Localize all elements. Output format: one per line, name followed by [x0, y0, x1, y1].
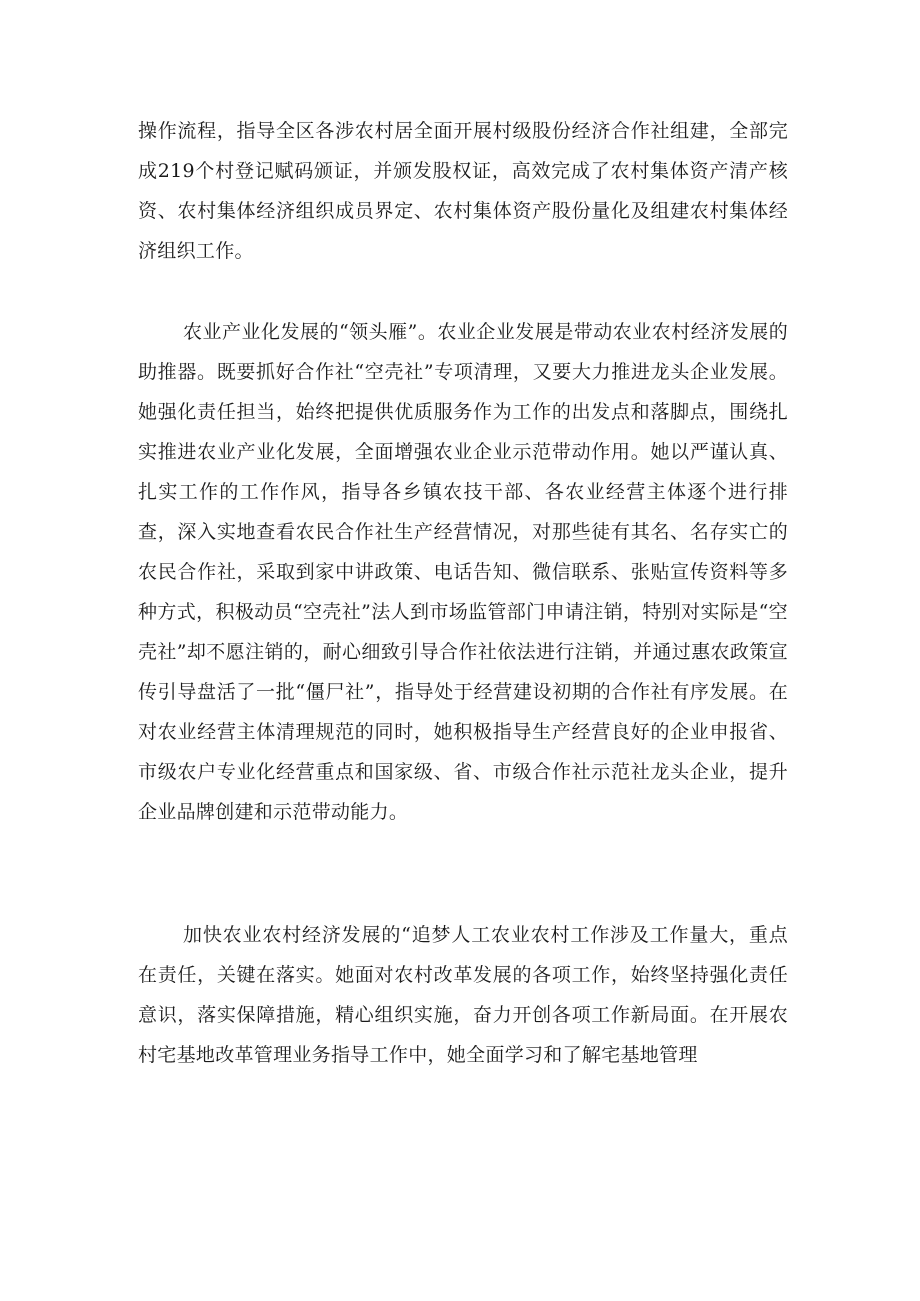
paragraph-economic-development: 加快农业农村经济发展的“追梦人工农业农村工作涉及工作量大，重点在责任，关键在落实。她面对农村改革发展的各项工作，始终坚持强化责任意识，落实保障措施，精心组织实施，奋力开创各项工作新局面。在开展农村宅基地改革管理业务指导工作中，她全面学习和了解宅基地管理: [138, 924, 788, 1066]
paragraph-industrialization-leader: 农业产业化发展的“领头雁”。农业企业发展是带动农业农村经济发展的助推器。既要抓好合作社“空壳社”专项清理，又要大力推进龙头企业发展。她强化责任担当，始终把提供优质服务作为工作的出发点和落脚点，围绕扎实推进农业产业化发展，全面增强农业企业示范带动作用。她以严谨认真、扎实工作的工作作风，指导各乡镇农技干部、各农业经营主体逐个进行排查，深入实地查看农民合作社生产经营情况，对那些徒有其名、名存实亡的农民合作社，采取到家中讲政策、电话告知、微信联系、张贴宣传资料等多种方式，积极动员“空壳社”法人到市场监管部门申请注销，特别对实际是“空壳社”却不愿注销的，耐心细致引导合作社依法进行注销，并通过惠农政策宣传引导盘活了一批“僵尸社”，指导处于经营建设初期的合作社有序发展。在对农业经营主体清理规范的同时，她积极指导生产经营良好的企业申报省、市级农户专业化经营重点和国家级、省、市级合作社示范社龙头企业，提升企业品牌创建和示范带动能力。: [138, 321, 788, 823]
paragraph-rural-shareholding: 操作流程，指导全区各涉农村居全面开展村级股份经济合作社组建，全部完成219个村登记赋码颁证，并颁发股权证，高效完成了农村集体资产清产核资、农村集体经济组织成员界定、农村集体资产股份量化及组建农村集体经济组织工作。: [138, 120, 788, 262]
